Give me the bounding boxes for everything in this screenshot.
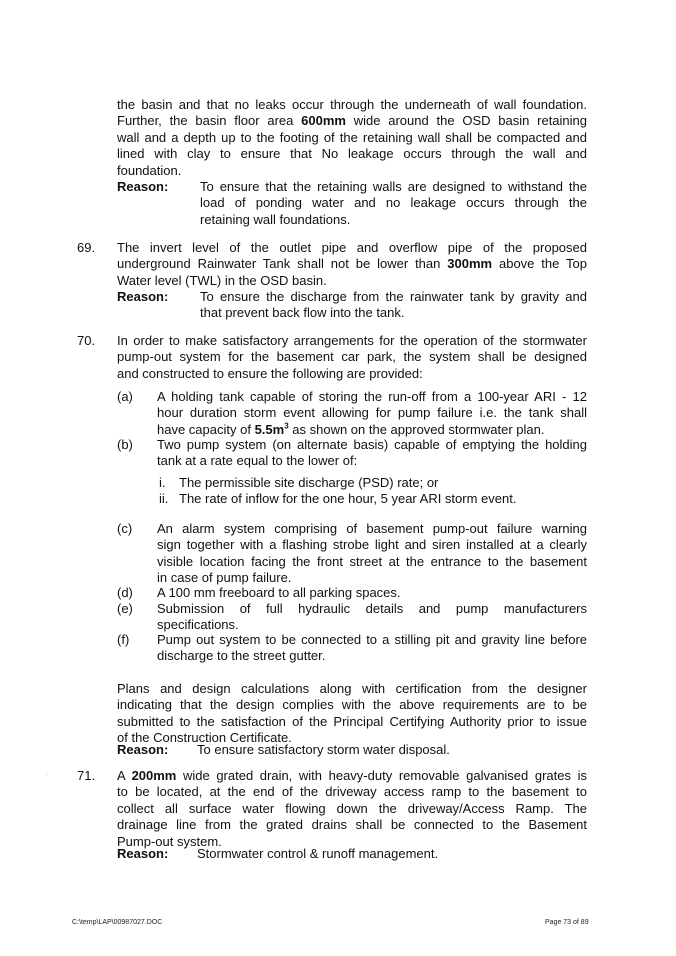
margin-mark: .: [46, 771, 48, 777]
item-text: The permissible site discharge (PSD) rate; or: [179, 475, 439, 490]
text-line: [117, 130, 587, 146]
text-line: sign together with a flashing strobe light and siren installed at a clearly: [157, 537, 587, 553]
reason-text: [197, 846, 587, 862]
text-line: and constructed to ensure the following are provided:: [117, 365, 423, 381]
text-line: retaining wall foundations.: [200, 211, 351, 227]
text-run: The invert level of the outlet pipe and overflow pipe of the proposed: [117, 240, 587, 255]
list-item-b-ii: [159, 491, 579, 508]
item-text: [157, 632, 587, 665]
text-line: specifications.: [157, 617, 239, 633]
text-line: Plans and design calculations along with certification from the designer: [117, 681, 587, 696]
bold-text: 600mm: [301, 113, 346, 129]
list-item-c: [117, 521, 587, 587]
text-line: [117, 801, 587, 817]
item-label: (c): [117, 521, 133, 536]
text-line: [117, 146, 587, 162]
item-label: (f): [117, 632, 130, 647]
text-line: Two pump system (on alternate basis) capable of emptying the holding: [157, 437, 587, 452]
text-run: drainage line from the grated drains shall be connected to the Basement: [117, 817, 587, 833]
text-line: To ensure the discharge from the rainwater tank by gravity and: [200, 289, 587, 304]
reason-label: Reason:: [117, 179, 169, 194]
item-label: (d): [117, 585, 133, 600]
reason-label: Reason:: [117, 742, 169, 757]
condition-number: 70.: [77, 333, 96, 348]
bold-text: 200mm: [131, 768, 177, 783]
text-line: visible location facing the front street at the entrance to the basement: [157, 553, 587, 569]
item-text: [157, 437, 587, 470]
text-line: [157, 422, 587, 438]
text-line: [117, 113, 587, 129]
text-line: [117, 273, 587, 289]
condition-68-continuation: [117, 97, 587, 179]
list-item-b-i: [159, 475, 579, 492]
text-run: Water level (TWL) in the OSD basin.: [117, 272, 327, 288]
item-label: (a): [117, 389, 133, 404]
reason-71: [117, 846, 587, 863]
bold-text: 300mm: [447, 256, 493, 272]
text-line: tank at a rate equal to the lower of:: [157, 453, 358, 469]
text-run: the basin and that no leaks occur through the underneath of wall foundation.: [117, 97, 587, 112]
text-run: foundation.: [117, 162, 182, 178]
text-run: hour duration storm event allowing for pump failure i.e. the tank shall: [157, 405, 587, 421]
text-run: to be located, at the end of the driveway access ramp to the basement to: [117, 784, 587, 800]
text-run: Pump-out system.: [117, 833, 222, 849]
reason-70: [117, 742, 587, 759]
reason-69: [117, 289, 587, 323]
text-line: [157, 405, 587, 421]
item-text: [157, 585, 587, 601]
condition-70-plans: [117, 681, 587, 747]
text-run: wide around the OSD basin retaining: [345, 113, 588, 129]
text-line: [117, 817, 587, 833]
text-line: discharge to the street gutter.: [157, 648, 326, 664]
list-item-e: [117, 601, 587, 635]
item-label: (e): [117, 601, 133, 616]
condition-70-intro: [117, 333, 587, 382]
item-text: [157, 601, 587, 634]
text-line: pump-out system for the basement car park, the system shall be designed: [117, 349, 587, 365]
text-line: [157, 389, 587, 405]
footer-file-path: C:\temp\LAP\00987027.DOC: [72, 919, 163, 926]
item-label: i.: [159, 475, 166, 490]
item-label: (b): [117, 437, 133, 452]
condition-71-text: [117, 768, 587, 850]
condition-number: 69.: [77, 240, 96, 255]
text-line: [117, 784, 587, 800]
text-run: wall and a depth up to the footing of the retaining wall shall be compacted and: [117, 129, 587, 145]
text-run: underground Rainwater Tank shall not be lower than: [117, 256, 448, 272]
condition-number: 71.: [77, 768, 96, 783]
text-line: To ensure satisfactory storm water disposal.: [197, 742, 450, 757]
reason-text: [197, 742, 587, 758]
item-text: The rate of inflow for the one hour, 5 year ARI storm event.: [179, 491, 517, 506]
text-line: indicating that the design complies with the above requirements are to be: [117, 697, 587, 713]
bold-text: 3: [284, 421, 289, 431]
text-line: that prevent back flow into the tank.: [200, 305, 405, 321]
text-line: Pump out system to be connected to a stilling pit and gravity line before: [157, 632, 587, 647]
text-line: of the Construction Certificate.: [117, 730, 292, 746]
text-run: Further, the basin floor area: [117, 113, 302, 129]
text-run: wide grated drain, with heavy-duty removable galvanised grates is: [176, 768, 587, 783]
reason-text: [200, 179, 587, 228]
text-run: A holding tank capable of storing the run-off from a 100-year ARI - 12: [157, 389, 587, 404]
text-run: collect all surface water flowing down the driveway/Access Ramp. The: [117, 800, 587, 816]
reason-label: Reason:: [117, 289, 169, 304]
condition-69-text: [117, 240, 587, 289]
text-line: Submission of full hydraulic details and pump manufacturers: [157, 601, 587, 616]
text-line: [117, 163, 587, 179]
text-line: In order to make satisfactory arrangements for the operation of the stormwater: [117, 333, 587, 348]
text-line: submitted to the satisfaction of the Principal Certifying Authority prior to issue: [117, 713, 587, 729]
footer-page-number: Page 73 of 89: [545, 919, 589, 926]
reason-text: [200, 289, 587, 322]
bold-text: 5.5m: [254, 421, 285, 437]
text-run: as shown on the approved stormwater plan.: [288, 421, 545, 437]
text-line: [117, 768, 587, 784]
list-item-a: [117, 389, 587, 439]
item-label: ii.: [159, 491, 169, 506]
item-text: [157, 389, 587, 438]
reason-68: [117, 179, 587, 229]
text-line: A 100 mm freeboard to all parking spaces.: [157, 585, 401, 600]
text-line: in case of pump failure.: [157, 570, 292, 586]
text-run: A: [117, 768, 132, 783]
list-item-d: [117, 585, 587, 602]
text-line: [117, 97, 587, 113]
reason-label: Reason:: [117, 846, 169, 861]
text-line: load of ponding water and no leakage occurs through the: [200, 195, 587, 211]
text-line: [117, 240, 587, 256]
item-text: [157, 521, 587, 587]
text-line: Stormwater control & runoff management.: [197, 846, 439, 861]
text-line: To ensure that the retaining walls are designed to withstand the: [200, 179, 587, 194]
text-run: have capacity of: [157, 421, 255, 437]
text-run: above the Top: [492, 256, 587, 272]
text-line: [117, 256, 587, 272]
list-item-f: [117, 632, 587, 666]
text-line: An alarm system comprising of basement pump-out failure warning: [157, 521, 587, 536]
list-item-b: [117, 437, 587, 471]
text-run: lined with clay to ensure that No leakage occurs through the wall and: [117, 146, 587, 162]
